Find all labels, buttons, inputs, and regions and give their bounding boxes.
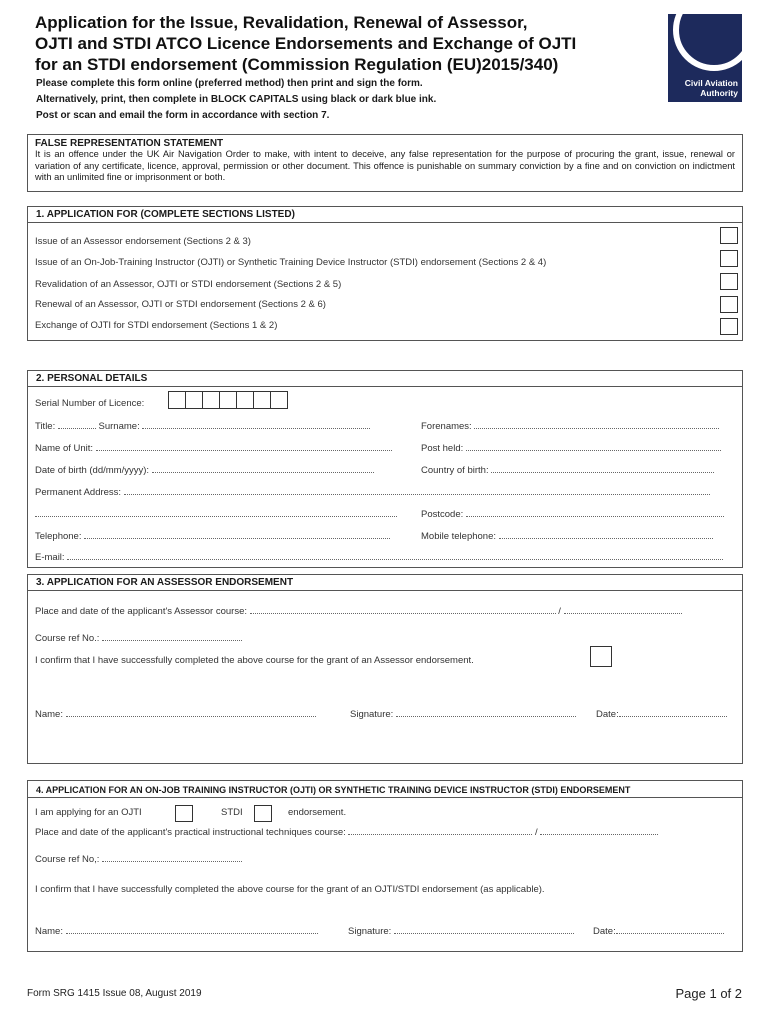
option-issue-assessor: Issue of an Assessor endorsement (Sections 2 & 3) [35, 236, 251, 247]
form-reference: Form SRG 1415 Issue 08, August 2019 [27, 988, 202, 999]
stdi-label: STDI [221, 807, 243, 818]
ojti-checkbox[interactable] [175, 805, 193, 822]
ojti-date-label: Date: [593, 926, 616, 937]
country-label: Country of birth: [421, 465, 489, 476]
logo-text-1: Civil Aviation [684, 78, 738, 88]
date-field[interactable] [619, 708, 727, 717]
serial-digit-box[interactable] [168, 391, 186, 409]
title-line-1: Application for the Issue, Revalidation, Renewal of Assessor, [35, 13, 528, 32]
assessor-confirm-checkbox[interactable] [590, 646, 612, 667]
section-2-heading: 2. PERSONAL DETAILS [28, 371, 742, 387]
serial-digit-box[interactable] [185, 391, 203, 409]
option-revalidation: Revalidation of an Assessor, OJTI or STDI endorsement (Sections 2 & 5) [35, 279, 342, 290]
course-ref-label: Course ref No.: [35, 633, 100, 644]
address-field-2[interactable] [35, 508, 397, 517]
address-label: Permanent Address: [35, 487, 122, 498]
ojti-course-place-field[interactable] [348, 826, 532, 835]
assessor-confirm-text: I confirm that I have successfully completed the above course for the grant of an Assessor endorsement. [35, 655, 474, 666]
signature-label: Signature: [350, 709, 394, 720]
section-3 [27, 574, 743, 764]
title-line-2: OJTI and STDI ATCO Licence Endorsements and Exchange of OJTI [35, 34, 577, 53]
section-3-heading: 3. APPLICATION FOR AN ASSESSOR ENDORSEMENT [28, 575, 742, 591]
serial-number-boxes[interactable] [168, 391, 287, 409]
checkbox-renewal[interactable] [720, 296, 738, 313]
false-rep-text: It is an offence under the UK Air Navigation Order to make, with intent to deceive, any false representation for the purpose of procuring the grant, issue, renewal or variation of any certificate, licence, approval, permission or other document. This offence is punishable on summary conviction by a fine and on conviction on indictment with an unlimited fine or imprisonment or both. [35, 149, 735, 182]
telephone-label: Telephone: [35, 531, 82, 542]
instruction-line-2: Alternatively, print, then complete in BLOCK CAPITALS using black or dark blue ink. [36, 94, 437, 105]
serial-digit-box[interactable] [236, 391, 254, 409]
ojti-name-label: Name: [35, 926, 63, 937]
instruction-line-3: Post or scan and email the form in accordance with section 7. [36, 110, 330, 121]
section-4-heading: 4. APPLICATION FOR AN ON-JOB TRAINING INSTRUCTOR (OJTI) OR SYNTHETIC TRAINING DEVICE INSTRUCTOR (STDI) ENDORSEMENT [28, 781, 742, 798]
caa-logo [668, 14, 742, 102]
serial-number-label: Serial Number of Licence: [35, 398, 145, 409]
section-1-heading: 1. APPLICATION FOR (COMPLETE SECTIONS LISTED) [28, 207, 742, 223]
date-label: Date: [596, 709, 619, 720]
unit-label: Name of Unit: [35, 443, 94, 454]
checkbox-issue-ojti-stdi[interactable] [720, 250, 738, 267]
title-line-3: for an STDI endorsement (Commission Regulation (EU)2015/340) [35, 55, 559, 74]
checkbox-issue-assessor[interactable] [720, 227, 738, 244]
mobile-field[interactable] [499, 530, 713, 539]
checkbox-revalidation[interactable] [720, 273, 738, 290]
serial-digit-box[interactable] [219, 391, 237, 409]
assessor-course-label: Place and date of the applicant's Assessor course: [35, 606, 247, 617]
email-field[interactable] [67, 551, 723, 560]
instructions [36, 76, 636, 124]
stdi-checkbox[interactable] [254, 805, 272, 822]
signature-field[interactable] [396, 708, 576, 717]
dob-field[interactable] [152, 464, 374, 473]
serial-digit-box[interactable] [253, 391, 271, 409]
title-label: Title: [35, 421, 56, 432]
name-label: Name: [35, 709, 63, 720]
ojti-date-field[interactable] [616, 925, 724, 934]
address-field-1[interactable] [124, 486, 710, 495]
surname-field[interactable] [142, 420, 370, 429]
dob-label: Date of birth (dd/mm/yyyy): [35, 465, 150, 476]
slash: / [535, 827, 538, 838]
surname-label: Surname: [98, 421, 140, 432]
country-field[interactable] [491, 464, 714, 473]
post-held-field[interactable] [466, 442, 721, 451]
option-renewal: Renewal of an Assessor, OJTI or STDI endorsement (Sections 2 & 6) [35, 299, 326, 310]
page-number: Page 1 of 2 [675, 986, 742, 1001]
instruction-line-1: Please complete this form online (preferred method) then print and sign the form. [36, 78, 423, 89]
forenames-field[interactable] [474, 420, 719, 429]
slash: / [558, 606, 561, 617]
forenames-label: Forenames: [421, 421, 472, 432]
ojti-signature-field[interactable] [394, 925, 574, 934]
endorsement-label: endorsement. [288, 807, 347, 818]
name-field[interactable] [66, 708, 316, 717]
checkbox-exchange[interactable] [720, 318, 738, 335]
unit-field[interactable] [96, 442, 392, 451]
serial-digit-box[interactable] [270, 391, 288, 409]
telephone-field[interactable] [84, 530, 390, 539]
ojti-course-ref-label: Course ref No,: [35, 854, 100, 865]
applying-label: I am applying for an OJTI [35, 807, 142, 818]
assessor-course-date-field[interactable] [564, 605, 682, 614]
mobile-label: Mobile telephone: [421, 531, 496, 542]
ojti-course-ref-field[interactable] [102, 853, 242, 862]
title-field[interactable] [58, 420, 96, 429]
post-held-label: Post held: [421, 443, 464, 454]
postcode-field[interactable] [466, 508, 724, 517]
ojti-confirm-text: I confirm that I have successfully completed the above course for the grant of an OJTI/STDI endorsement (as applicable). [35, 884, 545, 895]
ojti-name-field[interactable] [66, 925, 318, 934]
ojti-course-label: Place and date of the applicant's practical instructional techniques course: [35, 827, 346, 838]
assessor-course-place-field[interactable] [250, 605, 556, 614]
email-label: E-mail: [35, 552, 65, 563]
ojti-course-date-field[interactable] [540, 826, 658, 835]
option-issue-ojti-stdi: Issue of an On-Job-Training Instructor (OJTI) or Synthetic Training Device Instructor (STDI) endorsement (Sections 2 & 4) [35, 257, 547, 268]
form-title [35, 12, 635, 75]
postcode-label: Postcode: [421, 509, 464, 520]
course-ref-field[interactable] [102, 632, 242, 641]
serial-digit-box[interactable] [202, 391, 220, 409]
logo-text-2: Authority [700, 87, 738, 98]
false-rep-title: FALSE REPRESENTATION STATEMENT [35, 138, 224, 149]
option-exchange: Exchange of OJTI for STDI endorsement (Sections 1 & 2) [35, 320, 278, 331]
ojti-signature-label: Signature: [348, 926, 392, 937]
false-representation-box [27, 134, 743, 192]
